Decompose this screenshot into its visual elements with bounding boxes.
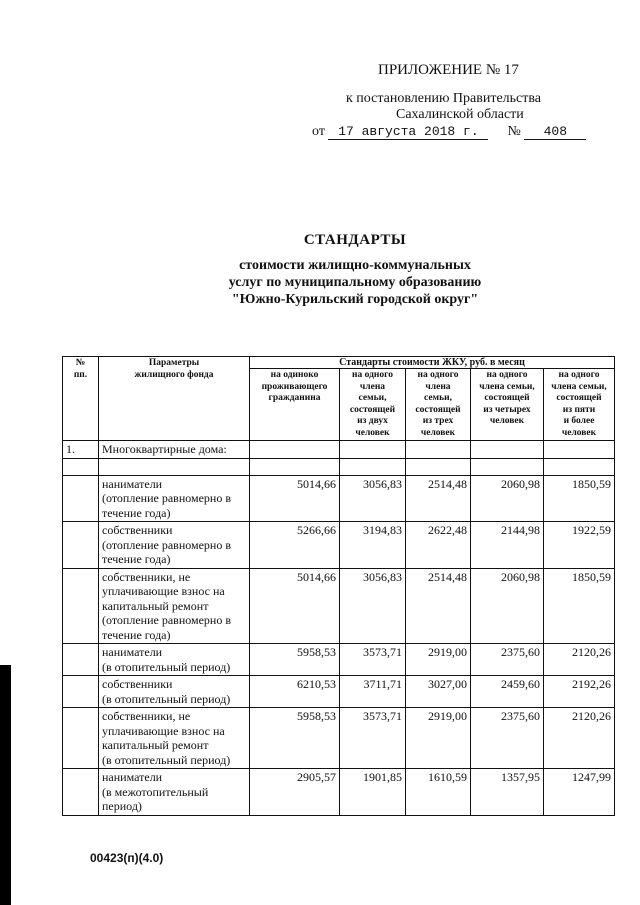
row-value: 2622,48 — [406, 522, 471, 569]
row-value: 2919,00 — [406, 708, 471, 769]
row-value: 5266,66 — [250, 522, 340, 569]
row-label: собственники, не уплачивающие взнос на капитальный ремонт (в отопительный период) — [99, 708, 250, 769]
table-row — [63, 644, 615, 676]
from-label: от — [312, 124, 325, 139]
row-value: 3056,83 — [340, 475, 406, 522]
row-value: 2514,48 — [406, 475, 471, 522]
row-value: 2375,60 — [471, 644, 544, 676]
row-label: наниматели (в межотопительный период) — [99, 769, 250, 816]
section-row — [63, 441, 615, 459]
row-label: наниматели (в отопительный период) — [99, 644, 250, 676]
reference-line-1: к постановлению Правительства — [346, 91, 542, 106]
row-value: 1610,59 — [406, 769, 471, 816]
row-label: собственники (отопление равномерно в течение года) — [99, 522, 250, 569]
header-num: № пп. — [63, 357, 99, 441]
row-value: 2060,98 — [471, 475, 544, 522]
row-value: 1247,99 — [544, 769, 615, 816]
row-value: 3194,83 — [340, 522, 406, 569]
row-value: 5014,66 — [250, 568, 340, 644]
subtitle-line-3: "Южно-Курильский городской округ" — [231, 292, 479, 307]
standards-table — [62, 356, 615, 816]
table-row — [63, 769, 615, 816]
row-value: 5014,66 — [250, 475, 340, 522]
row-value: 1922,59 — [544, 522, 615, 569]
row-value: 1850,59 — [544, 475, 615, 522]
header-sub-3: на одного члена семьи, состоящей из трех человек — [406, 369, 471, 441]
table-row — [63, 522, 615, 569]
row-value: 2459,60 — [471, 676, 544, 708]
header-group: Стандарты стоимости ЖКУ, руб. в месяц — [250, 357, 615, 369]
row-value: 2375,60 — [471, 708, 544, 769]
row-value: 2120,26 — [544, 644, 615, 676]
date-number-line — [312, 124, 586, 140]
row-value: 3711,71 — [340, 676, 406, 708]
reference-line-2: Сахалинской области — [396, 107, 524, 122]
spacer-row — [63, 458, 615, 475]
header-sub-5: на одного члена семьи, состоящей из пяти и более человек — [544, 369, 615, 441]
row-value: 5958,53 — [250, 708, 340, 769]
header-sub-1: на одиноко проживающего гражданина — [250, 369, 340, 441]
subtitle-line-1: стоимости жилищно-коммунальных — [239, 258, 471, 273]
row-label: собственники (в отопительный период) — [99, 676, 250, 708]
section-num: 1. — [63, 441, 99, 459]
appendix-label: ПРИЛОЖЕНИЕ № 17 — [378, 62, 519, 78]
row-value: 5958,53 — [250, 644, 340, 676]
document-title: СТАНДАРТЫ — [303, 232, 407, 248]
row-value: 3573,71 — [340, 708, 406, 769]
table-row — [63, 708, 615, 769]
resolution-number: 408 — [524, 124, 586, 140]
row-label: наниматели (отопление равномерно в течение года) — [99, 475, 250, 522]
table-row — [63, 475, 615, 522]
row-value: 3573,71 — [340, 644, 406, 676]
table-row — [63, 676, 615, 708]
section-label: Многоквартирные дома: — [99, 441, 250, 459]
header-sub-2: на одного члена семьи, состоящей из двух человек — [340, 369, 406, 441]
row-value: 2192,26 — [544, 676, 615, 708]
row-value: 3056,83 — [340, 568, 406, 644]
row-value: 1901,85 — [340, 769, 406, 816]
row-value: 1357,95 — [471, 769, 544, 816]
row-value: 2120,26 — [544, 708, 615, 769]
row-value: 2919,00 — [406, 644, 471, 676]
resolution-date: 17 августа 2018 г. — [328, 124, 488, 140]
document-code: 00423(п)(4.0) — [90, 851, 164, 865]
subtitle-line-2: услуг по муниципальному образованию — [228, 275, 482, 290]
row-label: собственники, не уплачивающие взнос на капитальный ремонт (отопление равномерно в течение года) — [99, 568, 250, 644]
row-value: 2905,57 — [250, 769, 340, 816]
row-value: 2060,98 — [471, 568, 544, 644]
header-sub-4: на одного члена семьи, состоящей из четырех человек — [471, 369, 544, 441]
scan-edge-bar — [0, 665, 11, 905]
number-label: № — [507, 124, 521, 139]
row-value: 2514,48 — [406, 568, 471, 644]
header-param: Параметры жилищного фонда — [99, 357, 250, 441]
row-value: 6210,53 — [250, 676, 340, 708]
row-value: 2144,98 — [471, 522, 544, 569]
table-row — [63, 568, 615, 644]
row-value: 3027,00 — [406, 676, 471, 708]
row-value: 1850,59 — [544, 568, 615, 644]
